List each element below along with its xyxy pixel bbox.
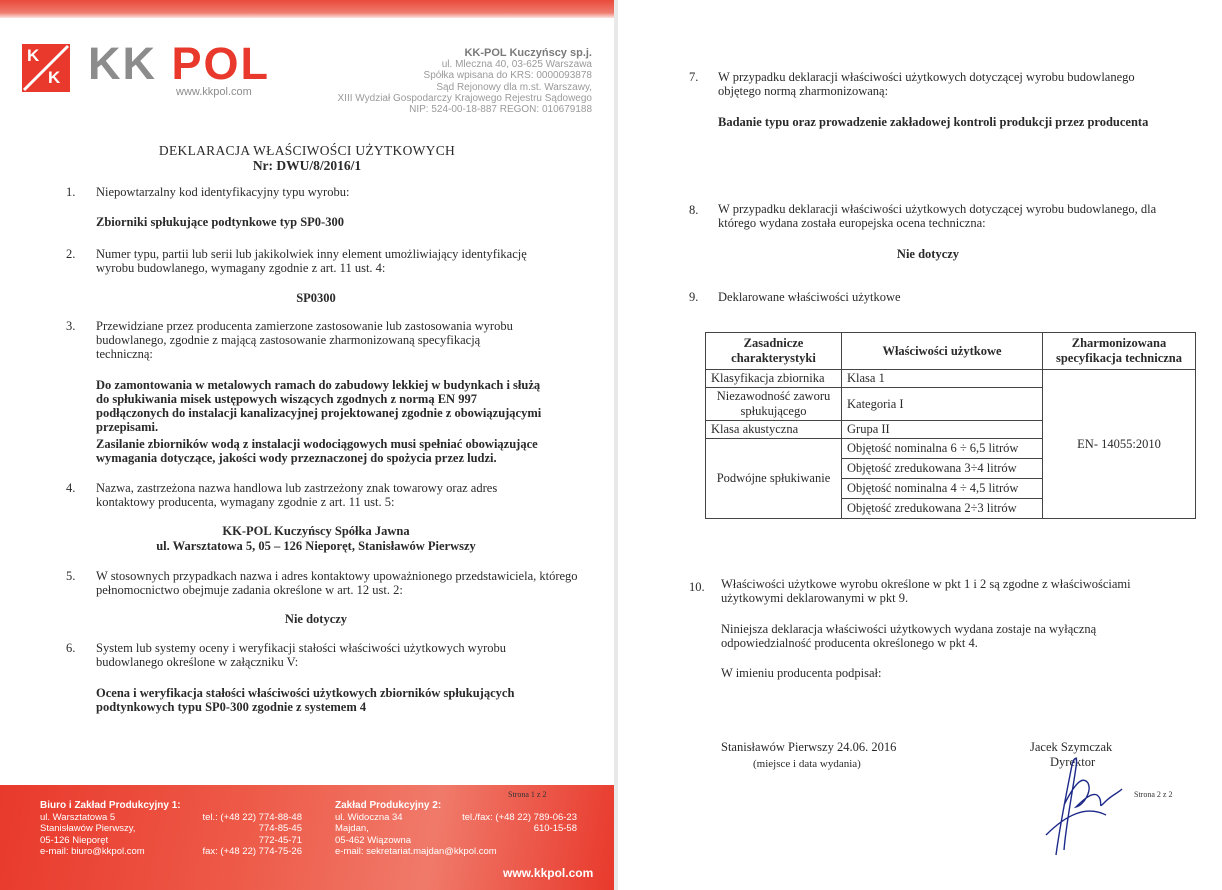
section-4-text: Nazwa, zastrzeżona nazwa handlowa lub zastrzeżony znak towarowy oraz adres kontaktowy producenta, wymagany zgodnie z art. 11 ust. 5: [96,481,498,509]
section-number: 1. [66,185,76,199]
table-cell: Klasyfikacja zbiornika [706,370,842,388]
section-number: 3. [66,319,76,333]
section-2-text: Numer typu, partii lub serii lub jakikolwiek inny element umożliwiający identyfikację wyrobu budowlanego, wymagany zgodnie z art. 11 ust. 4: [96,247,527,275]
section-10-para-2: Niniejsza deklaracja właściwości użytkowych wydana zostaje na wyłączną odpowiedzialność producenta określonego w pkt 4. [721,622,1097,650]
section-7-answer: Badanie typu oraz prowadzenie zakładowej kontroli produkcji przez producenta [718,115,1149,129]
footer-office: Biuro i Zakład Produkcyjny 1: ul. Warsztatowa 5 Stanisławów Pierwszy, 05-126 Nieporęt e-mail: biuro@kkpol.com [40,800,181,858]
footer-plant-phones: tel./fax: (+48 22) 789-06-23 610-15-58 [462,811,577,835]
place-date-caption: (miejsce i data wydania) [753,758,861,770]
section-number: 5. [66,569,76,583]
signatory-name: Jacek Szymczak [1030,740,1113,754]
section-3-answer-2: Zasilanie zbiorników wodą z instalacji wodociągowych musi spełniać obowiązujące wymagania dotyczące, jakości wody przeznaczonej do spożycia przez ludzi. [96,437,538,465]
footer-plant: Zakład Produkcyjny 2: ul. Widoczna 34 Majdan, 05-462 Wiązowna e-mail: sekretariat.majdan@kkpol.com [335,800,497,858]
section-1-answer: Zbiorniki spłukujące podtynkowe typ SP0-300 [96,215,344,229]
section-number: 6. [66,641,76,655]
section-3-text: Przewidziane przez producenta zamierzone zastosowanie lub zastosowania wyrobu budowlanego, zgodnie z mającą zastosowanie zharmonizowaną specyfikacją techniczną: [96,319,513,361]
table-cell: Objętość nominalna 4 ÷ 4,5 litrów [842,479,1043,499]
place-date: Stanisławów Pierwszy 24.06. 2016 [721,740,897,754]
table-cell: Objętość zredukowana 3÷4 litrów [842,459,1043,479]
table-cell: Klasa akustyczna [706,421,842,439]
section-number: 8. [689,203,699,217]
table-cell: Podwójne spłukiwanie [706,439,842,519]
top-red-band [0,0,614,18]
section-4-answer: KK-POL Kuczyńscy Spółka Jawna [222,524,410,538]
table-cell: Klasa 1 [842,370,1043,388]
table-header: Zharmonizowana specyfikacja techniczna [1043,333,1196,370]
footer-website: www.kkpol.com [503,866,594,880]
page-number: Strona 2 z 2 [1134,790,1173,799]
table-cell: Niezawodność zaworu spłukującego [706,388,842,421]
section-4-answer-2: ul. Warsztatowa 5, 05 – 126 Nieporęt, Stanisławów Pierwszy [156,539,476,553]
section-number: 9. [689,290,699,304]
section-10-text: Właściwości użytkowe wyrobu określone w pkt 1 i 2 są zgodne z właściwościami użytkowymi deklarowanymi w pkt 9. [721,577,1131,605]
table-cell: Kategoria I [842,388,1043,421]
section-number: 7. [689,70,699,84]
section-9-text: Deklarowane właściwości użytkowe [718,290,901,304]
section-1-text: Niepowtarzalny kod identyfikacyjny typu wyrobu: [96,185,350,199]
page-number: Strona 1 z 2 [508,790,547,799]
section-3-answer: Do zamontowania w metalowych ramach do zabudowy lekkiej w budynkach i służą do spłukiwania misek ustępowych wiszących zgodnych z normą EN 997 podłączonych do instalacji kanalizacyjnej projektowanej zgodnie z obowiązującymi przepisami. [96,378,542,434]
logo-wordmark: KK POL [88,38,271,89]
table-header: Zasadnicze charakterystyki [706,333,842,370]
table-header: Właściwości użytkowe [842,333,1043,370]
section-number: 2. [66,247,76,261]
table-cell: Objętość zredukowana 2÷3 litrów [842,499,1043,519]
table-cell: Objętość nominalna 6 ÷ 6,5 litrów [842,439,1043,459]
kkpol-logo-icon: K K [22,44,70,92]
section-6-answer: Ocena i weryfikacja stałości właściwości użytkowych zbiorników spłukujących podtynkowych typu SP0-300 zgodnie z systemem 4 [96,686,515,714]
document-title: DEKLARACJA WŁAŚCIWOŚCI UŻYTKOWYCH [158,143,456,158]
section-2-answer: SP0300 [296,291,336,305]
table-header-row [706,333,1196,370]
section-number: 10. [689,580,705,594]
table-row [706,370,1196,388]
section-8-text: W przypadku deklaracji właściwości użytkowych dotyczącej wyrobu budowlanego, dla którego wydana została europejska ocena techniczna: [718,202,1157,230]
logo-website: www.kkpol.com [176,86,252,98]
section-6-text: System lub systemy oceny i weryfikacji stałości właściwości użytkowych wyrobu budowlanego określone w załączniku V: [96,641,506,669]
signatory-role: Dyrektor [1050,755,1096,769]
table-cell: Grupa II [842,421,1043,439]
section-7-text: W przypadku deklaracji właściwości użytkowych dotyczącej wyrobu budowlanego objętego normą zharmonizowaną: [718,70,1135,98]
handwritten-signature [1026,745,1136,860]
spec-cell: EN- 14055:2010 [1043,370,1196,519]
section-number: 4. [66,481,76,495]
section-8-answer: Nie dotyczy [896,247,960,261]
document-number: Nr: DWU/8/2016/1 [252,158,362,173]
properties-table [705,332,1196,519]
section-10-para-3: W imieniu producenta podpisał: [721,666,882,680]
section-5-answer: Nie dotyczy [284,612,348,626]
company-info: KK-POL Kuczyńscy sp.j. ul. Mleczna 40, 03-625 Warszawa Spółka wpisana do KRS: 0000093878 Sąd Rejonowy dla m.st. Warszawy, XIII Wydział Gospodarczy Krajowego Rejestru Sądowego NIP: 524-00-18-887 REGON: 010679188 [337,47,592,116]
section-5-text: W stosownych przypadkach nazwa i adres kontaktowy upoważnionego przedstawiciela, którego pełnomocnictwo obejmuje zadania określone w art. 12 ust. 2: [96,569,578,597]
page-2 [618,0,1222,890]
footer-office-phones: tel.: (+48 22) 774-88-48 774-85-45 772-45-71 fax: (+48 22) 774-75-26 [202,811,302,858]
